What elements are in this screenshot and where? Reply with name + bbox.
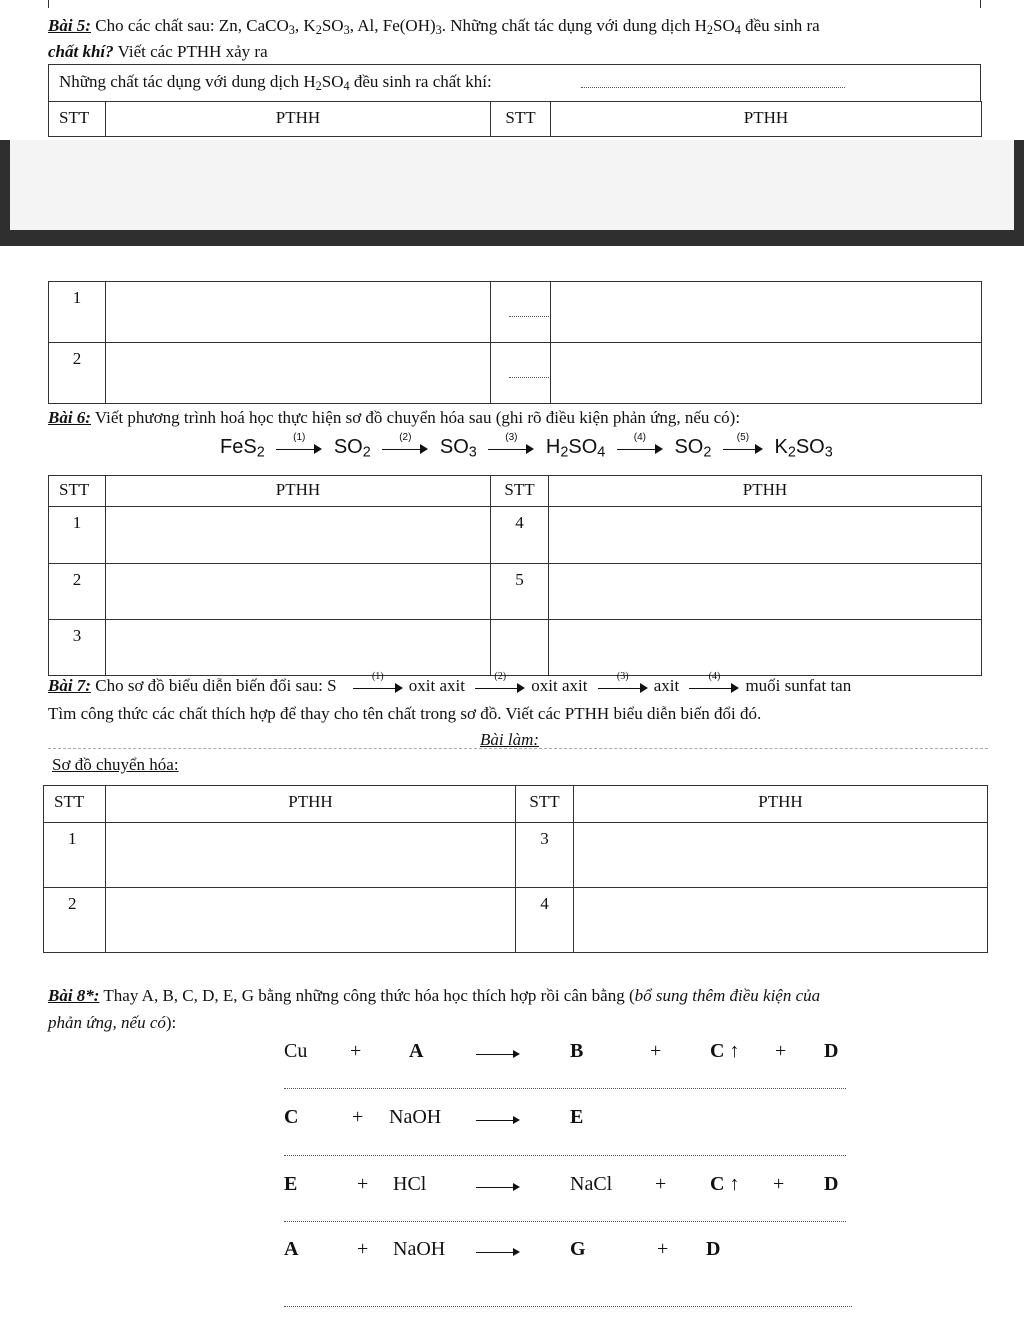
header-stt: STT [516, 786, 574, 823]
page-break-band [0, 140, 1024, 246]
answer-cell[interactable] [551, 343, 982, 404]
bai6-label: Bài 6: [48, 408, 91, 427]
arrow-icon: (4) [617, 441, 663, 455]
header-pthh: PTHH [574, 786, 988, 823]
header-pthh: PTHH [106, 102, 491, 137]
bai5-gas-box: Những chất tác dụng với dung dịch $H_2SO_4$ đều sinh ra chất khí: [48, 64, 981, 102]
arrow-icon: (1) [276, 441, 322, 455]
arrow-icon: (3) [598, 680, 648, 694]
bai5-table-rows [48, 281, 982, 404]
answer-cell[interactable] [549, 507, 982, 564]
header-pthh: PTHH [551, 102, 982, 137]
answer-cell[interactable] [106, 888, 516, 953]
bai6-table [48, 475, 982, 676]
answer-cell[interactable] [106, 507, 491, 564]
bai5-label: Bài 5: [48, 16, 91, 35]
table-row [491, 620, 549, 676]
answer-cell[interactable] [551, 282, 982, 343]
arrow-icon: (4) [689, 680, 739, 694]
arrow-icon: (2) [382, 441, 428, 455]
header-pthh: PTHH [549, 476, 982, 507]
answer-cell[interactable] [106, 282, 491, 343]
table-row: 4 [516, 888, 574, 953]
table-row: 3 [49, 620, 106, 676]
top-page-remnant-lines [48, 0, 981, 8]
bai-lam-heading: Bài làm: [480, 730, 540, 749]
bai8-question-line1: Bài 8*: Thay A, B, C, D, E, G bằng những công thức hóa học thích hợp rồi cân bằng (bổ sung thêm điều kiện của [48, 986, 821, 1005]
answer-cell[interactable] [549, 564, 982, 620]
table-row: 2 [44, 888, 106, 953]
answer-cell[interactable] [491, 282, 551, 343]
bai6-question: Bài 6: Viết phương trình hoá học thực hiện sơ đồ chuyển hóa sau (ghi rõ điều kiện phản ứng, nếu có): [48, 408, 741, 427]
answer-dots[interactable] [284, 1088, 846, 1089]
bai6-chain: FeS$_2$ (1) $SO_2$ (2) $SO_3$ (3) $H_2SO_4$ (4) $SO_2$ (5) $K_2SO_3$ [220, 431, 833, 461]
bai8-label: Bài 8*: [48, 986, 100, 1005]
header-stt: STT [49, 476, 106, 507]
answer-cell[interactable] [106, 343, 491, 404]
table-row: 3 [516, 823, 574, 888]
bai7-question-line1: Bài 7: Cho sơ đồ biểu diễn biến đổi sau: S (1) oxit axit (2) oxit axit (3) axit (4) muối sunfat tan [48, 671, 852, 695]
answer-dots [581, 87, 845, 88]
arrow-icon: (3) [488, 441, 534, 455]
arrow-icon [476, 1182, 520, 1192]
arrow-icon: (1) [353, 680, 403, 694]
arrow-icon: (2) [475, 680, 525, 694]
header-pthh: PTHH [106, 786, 516, 823]
table-row: 1 [49, 282, 106, 343]
table-row: 2 [49, 343, 106, 404]
table-row: 4 [491, 507, 549, 564]
arrow-icon: (5) [723, 441, 763, 455]
bai5-question-line1: Bài 5: Cho các chất sau: Zn, CaCO$_3$, $K_2SO_3$, Al, $Fe(OH)_3$. Những chất tác dụng với dung dịch $H_2SO_4$ đều sinh ra [48, 16, 820, 38]
answer-cell[interactable] [574, 888, 988, 953]
arrow-icon [476, 1115, 520, 1125]
answer-cell[interactable] [106, 823, 516, 888]
table-row: 1 [49, 507, 106, 564]
header-stt: STT [491, 476, 549, 507]
answer-dots[interactable] [284, 1306, 852, 1307]
bai7-table [43, 785, 988, 953]
header-stt: STT [491, 102, 551, 137]
table-row: 2 [49, 564, 106, 620]
answer-cell[interactable] [549, 620, 982, 676]
bai7-label: Bài 7: [48, 676, 91, 695]
answer-cell[interactable] [106, 620, 491, 676]
answer-cell[interactable] [574, 823, 988, 888]
table-row: 5 [491, 564, 549, 620]
answer-dots[interactable] [284, 1155, 846, 1156]
answer-dots[interactable] [284, 1221, 846, 1222]
arrow-icon [476, 1247, 520, 1257]
arrow-icon [476, 1049, 520, 1059]
header-stt: STT [49, 102, 106, 137]
answer-cell[interactable] [106, 564, 491, 620]
bai5-table-header [48, 101, 982, 137]
header-stt: STT [44, 786, 106, 823]
bai7-question-line2: Tìm công thức các chất thích hợp để thay cho tên chất trong sơ đồ. Viết các PTHH biểu diễn biến đổi đó. [48, 704, 762, 723]
answer-cell[interactable] [491, 343, 551, 404]
table-row: 1 [44, 823, 106, 888]
bai8-question-line2: phản ứng, nếu có): [48, 1013, 177, 1032]
bai5-question-line2: chất khí? Viết các PTHH xảy ra [48, 42, 268, 61]
header-pthh: PTHH [106, 476, 491, 507]
so-do-heading: Sơ đồ chuyển hóa: [52, 755, 179, 774]
